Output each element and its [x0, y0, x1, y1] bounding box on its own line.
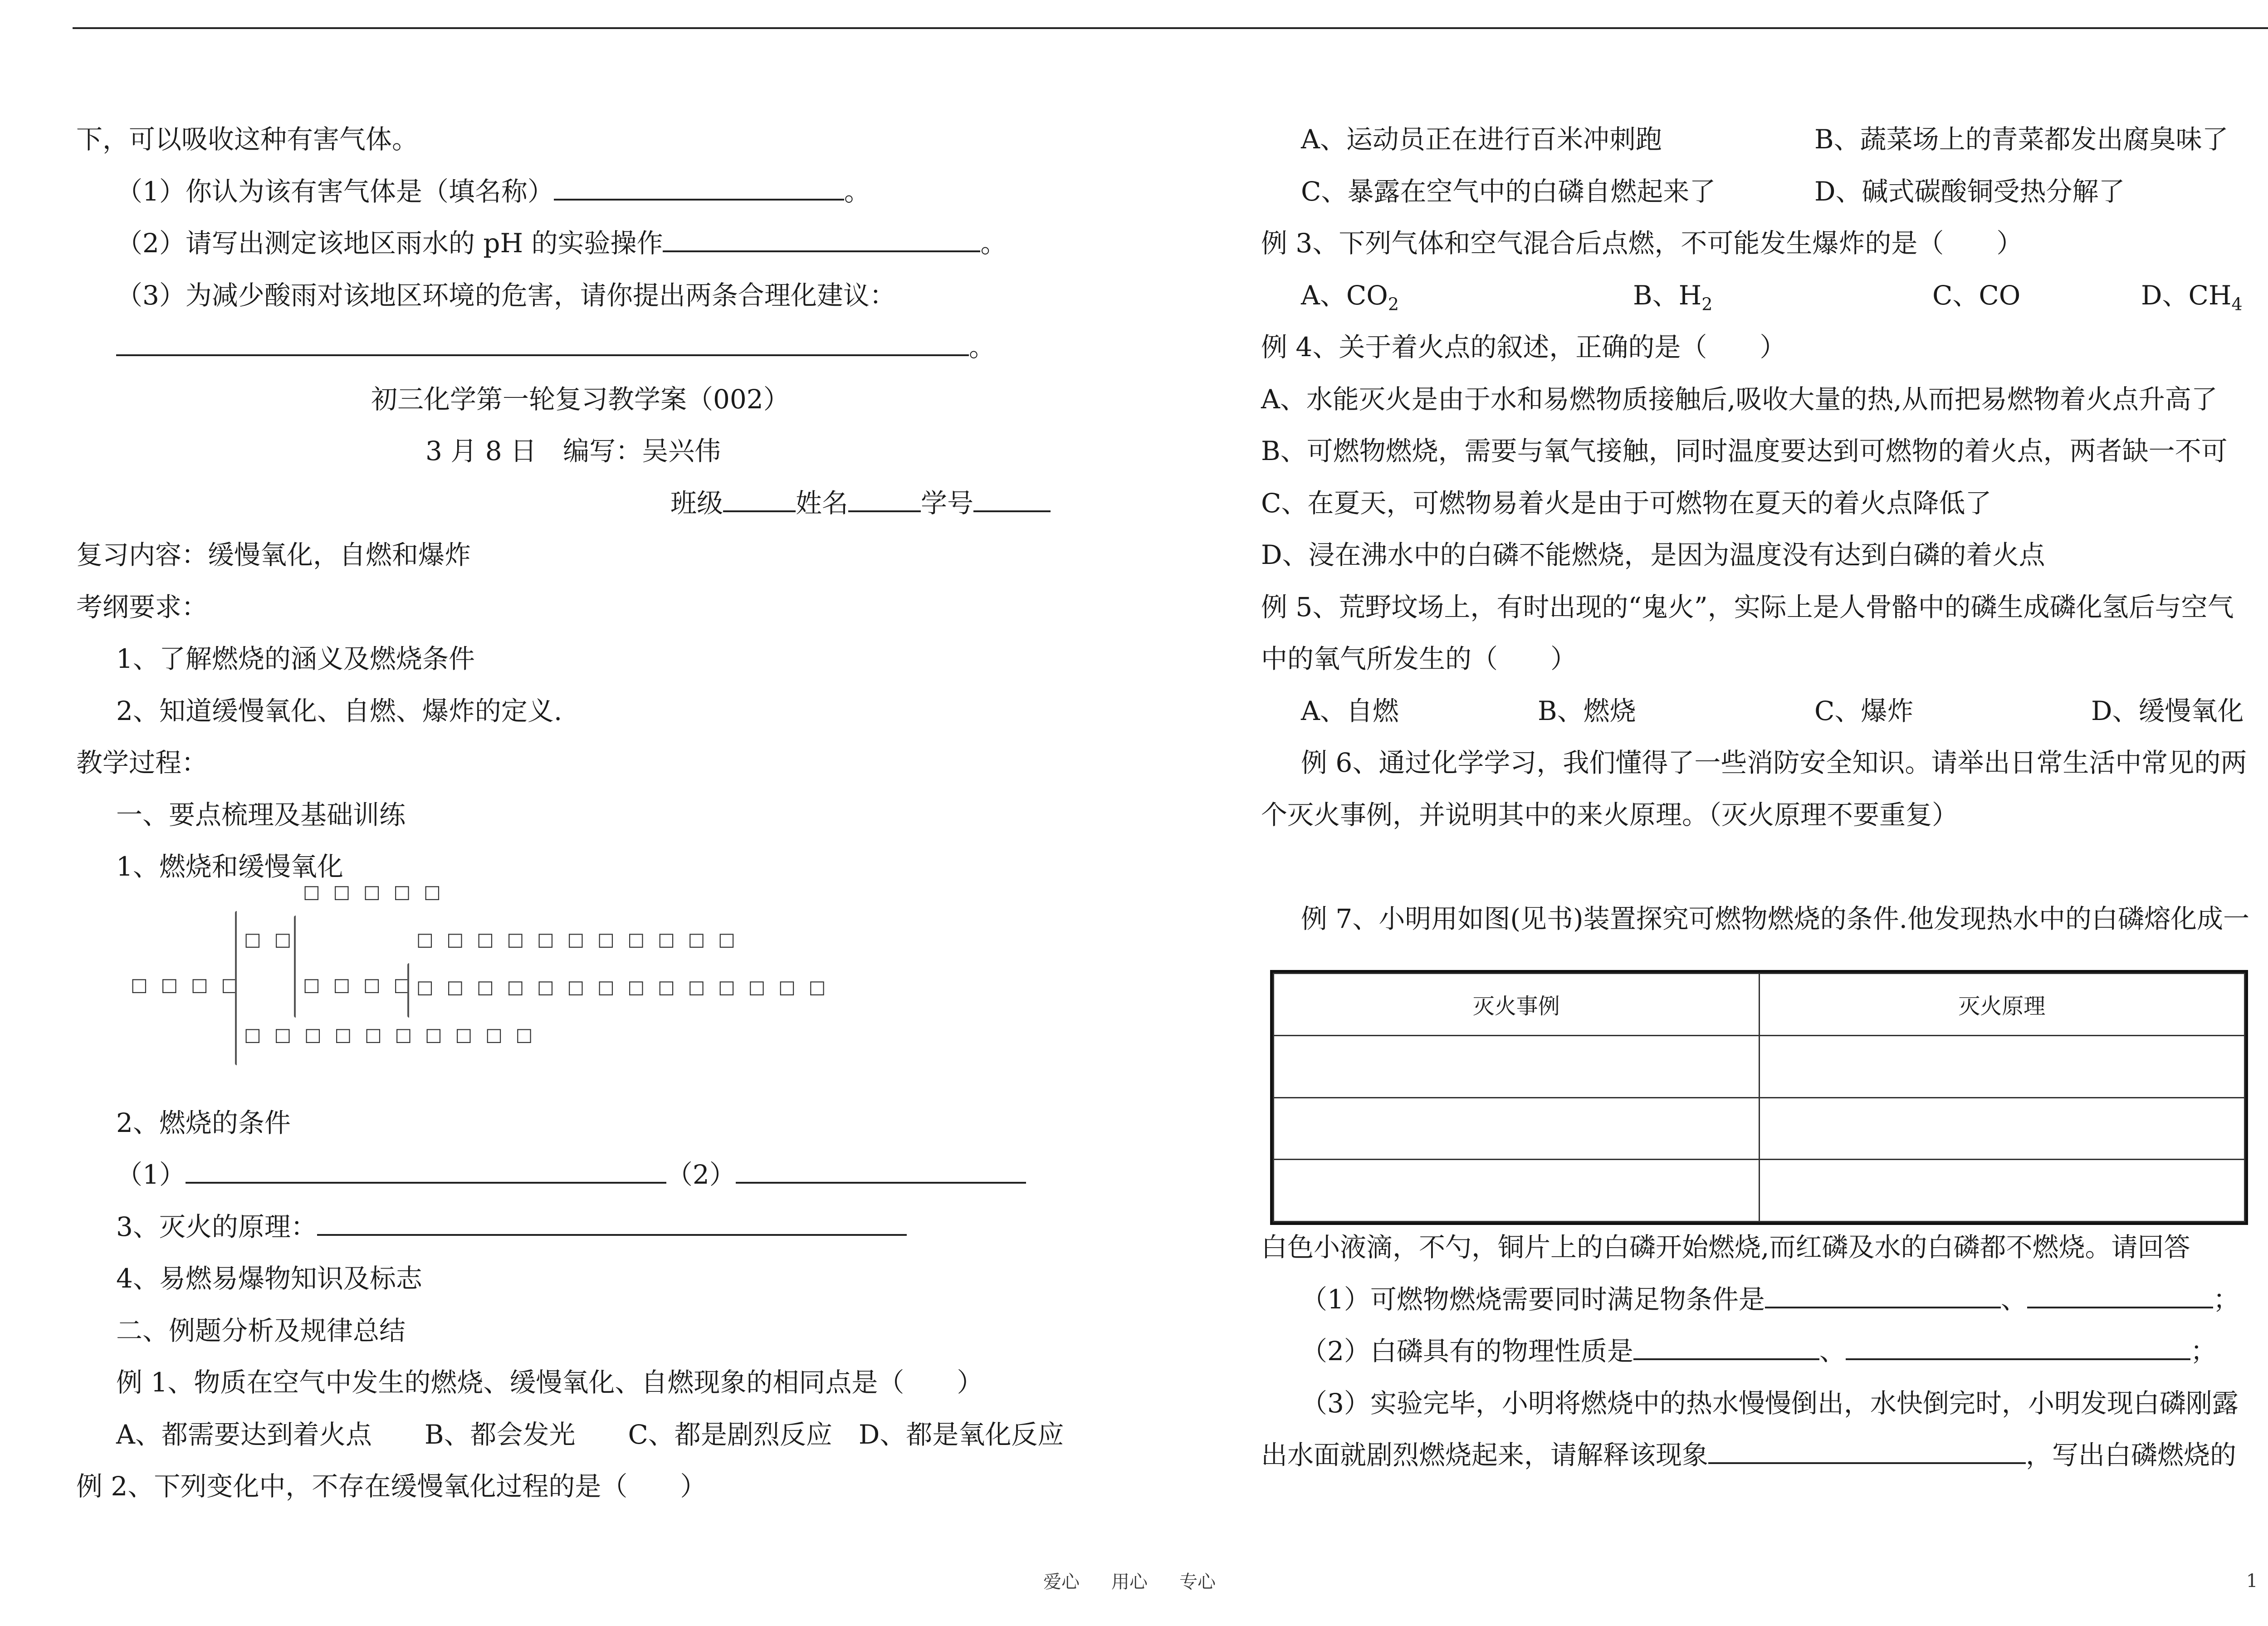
example-5-line-2: 中的氧气所发生的（ ）	[1261, 643, 1577, 674]
text-line: 下，可以吸收这种有害气体。	[76, 124, 419, 155]
example-4-option-b: B、可燃物燃烧，需要与氧气接触，同时温度要达到可燃物的着火点，两者缺一不可	[1261, 436, 2228, 466]
date-author: 3 月 8 日 编写：吴兴伟	[425, 436, 721, 466]
example-2-options-cd: C、暴露在空气中的白磷自燃起来了 D、碱式碳酸铜受热分解了	[1301, 176, 2125, 207]
table-row	[1274, 1160, 2245, 1222]
example-4-option-a: A、水能灭火是由于水和易燃物质接触后,吸收大量的热,从而把易燃物着火点升高了	[1261, 383, 2218, 415]
example-7-line-2: 白色小液滴，不勺，铜片上的白磷开始燃烧,而红磷及水的白磷都不燃烧。请回答	[1261, 1232, 2190, 1263]
example-4: 例 4、关于着火点的叙述，正确的是（ ）	[1261, 332, 1786, 362]
outline-brace	[235, 911, 237, 1065]
example-4-option-c: C、在夏天，可燃物易着火是由于可燃物在夏天的着火点降低了	[1261, 487, 1992, 519]
example-2: 例 2、下列变化中，不存在缓慢氧化过程的是（ ）	[76, 1471, 707, 1502]
example-3-options: A、$CO_2$ B、$H_2$ C、CO D、$CH_4$	[1301, 279, 2243, 314]
footer	[1043, 1567, 1247, 1593]
example-5-line-1: 例 5、荒野坟场上，有时出现的“鬼火”，实际上是人骨骼中的磷生成磷化氢后与空气	[1261, 591, 2234, 622]
right-column	[1261, 113, 2259, 945]
example-6-line-1: 例 6、通过化学学习，我们懂得了一些消防安全知识。请举出日常生活中常见的两	[1301, 747, 2247, 778]
answer-blank[interactable]	[317, 1207, 907, 1236]
answer-line: 。	[76, 321, 1237, 373]
question-1: （1）你认为该有害气体是（填名称） 。	[76, 166, 1237, 218]
table-row	[1274, 1097, 2245, 1160]
table-cell[interactable]	[1759, 1097, 2245, 1160]
requirements-title: 考纲要求：	[76, 591, 208, 622]
outline-node: □ □ □ □	[303, 974, 415, 995]
fire-extinguishing-table	[1270, 970, 2248, 1225]
table-header: 灭火事例	[1274, 974, 1760, 1036]
answer-blank[interactable]	[186, 1155, 666, 1184]
answer-blank[interactable]	[1846, 1331, 2190, 1360]
question-3: （3）为减少酸雨对该地区环境的危害，请你提出两条合理化建议：	[116, 279, 896, 311]
answer-blank[interactable]	[663, 223, 980, 252]
example-5-options: A、自燃 B、燃烧 C、爆炸 D、缓慢氧化	[1301, 695, 2244, 726]
requirement-1: 1、了解燃烧的涵义及燃烧条件	[116, 643, 475, 674]
answer-blank[interactable]	[2027, 1279, 2213, 1308]
answer-blank[interactable]	[736, 1155, 1026, 1184]
section-2: 2、燃烧的条件	[116, 1107, 291, 1138]
process-title: 教学过程：	[76, 747, 208, 778]
outline-brace	[294, 916, 296, 1018]
table-row	[1274, 1035, 2245, 1097]
section-1: 1、燃烧和缓慢氧化	[116, 851, 343, 882]
requirement-2: 2、知道缓慢氧化、自燃、爆炸的定义.	[116, 695, 562, 726]
footer-text: 用心	[1111, 1572, 1148, 1592]
doc-title: 初三化学第一轮复习教学案（002）	[371, 383, 790, 415]
review-content: 复习内容：缓慢氧化，自燃和爆炸	[76, 539, 471, 570]
example-7-question-2: （2）白磷具有的物理性质是 、 ；	[1261, 1325, 2259, 1377]
part-2-heading: 二、例题分析及规律总结	[116, 1315, 406, 1346]
right-column-lower	[1261, 1221, 2259, 1481]
example-3: 例 3、下列气体和空气混合后点燃，不可能发生爆炸的是（ ）	[1261, 228, 2023, 259]
left-column	[76, 113, 1237, 1513]
answer-blank[interactable]	[116, 327, 969, 356]
answer-blank[interactable]	[1765, 1279, 2001, 1308]
spacer	[1261, 841, 2259, 893]
section-3: 3、灭火的原理：	[76, 1201, 1237, 1253]
concept-outline	[76, 881, 1237, 1097]
example-7-line-1: 例 7、小明用如图(见书)装置探究可燃物燃烧的条件.他发现热水中的白磷熔化成一	[1301, 903, 2250, 934]
example-1-options: A、都需要达到着火点 B、都会发光 C、都是剧烈反应 D、都是氧化反应	[116, 1419, 1064, 1450]
example-7-question-3-line-1: （3）实验完毕，小明将燃烧中的热水慢慢倒出，水快倒完时，小明发现白磷刚露	[1301, 1387, 2239, 1419]
table-cell[interactable]	[1759, 1160, 2245, 1222]
name-field[interactable]	[848, 483, 921, 512]
part-1-heading: 一、要点梳理及基础训练	[116, 799, 406, 830]
footer-text: 爱心	[1043, 1572, 1080, 1592]
example-4-option-d: D、浸在沸水中的白磷不能燃烧，是因为温度没有达到白磷的着火点	[1261, 539, 2045, 570]
table-cell[interactable]	[1274, 1160, 1760, 1222]
answer-blank[interactable]	[1708, 1435, 2026, 1464]
outline-node: □ □ □ □ □ □ □ □ □ □ □	[416, 929, 739, 950]
condition-line: （1） （2）	[76, 1149, 1237, 1201]
example-7-question-3-line-2: 出水面就剧烈燃烧起来，请解释该现象 ，写出白磷燃烧的	[1261, 1429, 2259, 1481]
student-info: 班级 姓名 学号	[76, 477, 1237, 529]
table-cell[interactable]	[1274, 1097, 1760, 1160]
outline-node: □ □ □ □ □ □ □ □ □ □	[244, 1024, 537, 1045]
example-2-options-ab: A、运动员正在进行百米冲刺跑 B、蔬菜场上的青菜都发出腐臭味了	[1301, 124, 2229, 155]
table-cell[interactable]	[1759, 1035, 2245, 1097]
outline-node: □ □ □ □ □ □ □ □ □ □ □ □ □ □	[416, 976, 830, 998]
class-field[interactable]	[723, 483, 796, 512]
outline-brace	[407, 963, 409, 1018]
page-number: 1	[2246, 1571, 2258, 1592]
example-6-line-2: 个灭火事例，并说明其中的来火原理。（灭火原理不要重复）	[1261, 799, 1959, 830]
header-rule	[73, 27, 2268, 29]
table-cell[interactable]	[1274, 1035, 1760, 1097]
outline-node: □ □	[244, 929, 295, 950]
footer-text: 专心	[1179, 1572, 1216, 1592]
question-2: （2）请写出测定该地区雨水的 pH 的实验操作 。	[76, 217, 1237, 269]
example-1: 例 1、物质在空气中发生的燃烧、缓慢氧化、自燃现象的相同点是（ ）	[116, 1367, 983, 1398]
table-header: 灭火原理	[1759, 974, 2245, 1036]
example-7-question-1: （1）可燃物燃烧需要同时满足物条件是 、 ；	[1261, 1273, 2259, 1326]
outline-node: □ □ □ □ □	[303, 881, 445, 902]
answer-blank[interactable]	[1633, 1331, 1819, 1360]
id-field[interactable]	[973, 483, 1051, 512]
outline-root: □ □ □ □	[131, 974, 242, 995]
answer-blank[interactable]	[554, 171, 844, 201]
section-4: 4、易燃易爆物知识及标志	[116, 1263, 422, 1294]
